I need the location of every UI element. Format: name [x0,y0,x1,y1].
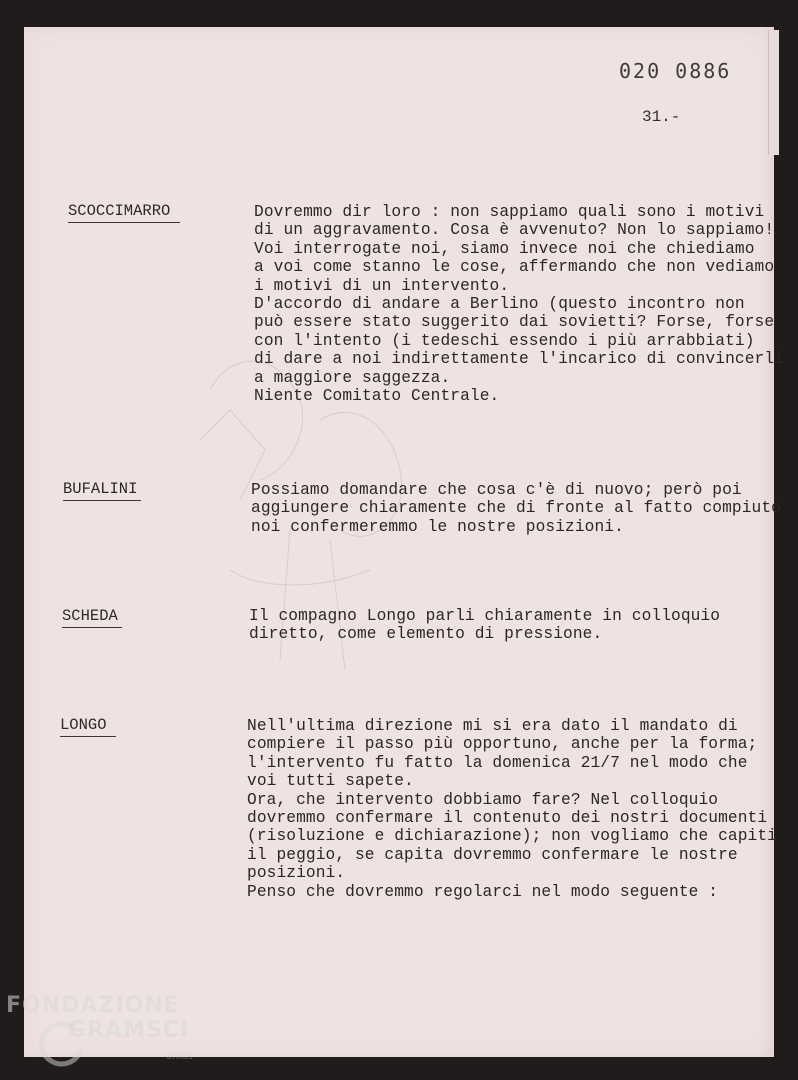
speech-line: Nell'ultima direzione mi si era dato il mandato di [247,717,738,735]
speech-line: Il compagno Longo parli chiaramente in colloquio [249,607,721,625]
archive-number: 020 0886 [619,59,732,83]
speech-line: (risoluzione e dichiarazione); non vogliamo che capiti [247,827,777,846]
speech-line: con l'intento (i tedeschi essendo i più arrabbiati) [254,331,755,350]
speech-line: Niente Comitato Centrale. [254,387,500,406]
speech-line: può essere stato suggerito dai sovietti? Forse, forse [254,313,775,332]
speech-line: Voi interrogate noi, siamo invece noi che chiediamo [254,239,755,258]
speech-line: a voi come stanno le cose, affermando che non vediamo [254,258,775,277]
speech-block [254,203,784,405]
speech-line: Penso che dovremmo regolarci nel modo seguente : [247,882,719,901]
speech-line: diretto, come elemento di pressione. [249,625,603,644]
speech-block [249,607,720,644]
watermark-line-2: GRAMSCI [68,1018,190,1043]
speech-line: i motivi di un intervento. [254,276,510,295]
speech-line: di un aggravamento. Cosa è avvenuto? Non lo sappiamo! [254,221,775,240]
speech-line: a maggiore saggezza. [254,368,451,387]
speech-line: Dovremmo dir loro : non sappiamo quali sono i motivi [254,203,765,221]
speech-line: di dare a noi indirettamente l'incarico di convincerli [254,350,784,369]
speech-line: compiere il passo più opportuno, anche per la forma; [247,735,758,754]
speech-line: dovremmo confermare il contenuto dei nostri documenti [247,809,768,828]
speech-line: posizioni. [247,864,346,883]
speaker-label: SCHEDA [62,607,122,628]
speech-line: Ora, che intervento dobbiamo fare? Nel colloquio [247,790,719,809]
speaker-label: SCOCCIMARRO [68,202,180,223]
speaker-label: BUFALINI [63,480,141,501]
paper-sheet [24,27,774,1057]
speech-line: il peggio, se capita dovremmo confermare le nostre [247,845,738,864]
speech-block [247,717,777,901]
watermark-suffix: onlus [166,1051,193,1062]
speech-line: D'accordo di andare a Berlino (questo incontro non [254,295,745,314]
speech-line: voi tutti sapete. [247,772,414,791]
speaker-label: LONGO [60,716,116,737]
speech-line: l'intervento fu fatto la domenica 21/7 nel modo che [247,753,748,772]
watermark-line-1: FONDAZIONE [6,993,180,1018]
speech-block [251,481,781,536]
speech-line: noi confermeremmo le nostre posizioni. [251,517,624,536]
page-number: 31.- [642,108,681,126]
speech-line: aggiungere chiaramente che di fronte al fatto compiuto [251,499,781,518]
paper-edge-strip [768,30,779,155]
speech-line: Possiamo domandare che cosa c'è di nuovo; però poi [251,481,742,499]
foundation-watermark [6,993,206,1078]
